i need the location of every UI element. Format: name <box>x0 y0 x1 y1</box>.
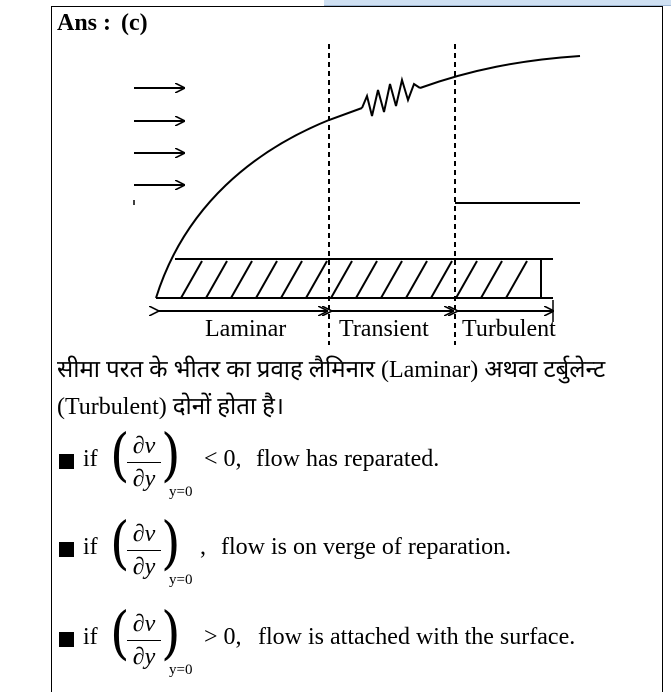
derivative-fraction <box>127 520 161 581</box>
denominator: ∂y <box>132 466 156 492</box>
condition-text: flow is on verge of reparation. <box>221 534 512 560</box>
condition-relation: < 0, <box>204 446 242 472</box>
boundary-layer-curve <box>156 108 362 298</box>
bullet-square-icon <box>59 454 74 469</box>
derivative-fraction <box>127 432 161 493</box>
condition-relation: > 0, <box>204 624 242 650</box>
condition-relation: , <box>200 534 206 560</box>
bullet-square-icon <box>59 632 74 647</box>
numerator: ∂v <box>132 521 156 547</box>
bullet-square-icon <box>59 542 74 557</box>
answer-option: (c) <box>121 10 148 36</box>
turbulent-label: Turbulent <box>462 316 556 342</box>
if-keyword: if <box>83 534 98 560</box>
right-paren: ) <box>161 599 181 667</box>
denominator: ∂y <box>132 554 156 580</box>
if-keyword: if <box>83 446 98 472</box>
subscript: y=0 <box>169 572 193 588</box>
numerator: ∂v <box>132 433 156 459</box>
laminar-label: Laminar <box>205 316 287 342</box>
subscript: y=0 <box>169 484 193 500</box>
subscript: y=0 <box>169 662 193 678</box>
transition-zigzag <box>362 80 420 116</box>
left-paren: ( <box>110 421 130 489</box>
transient-label: Transient <box>339 316 429 342</box>
condition-row <box>57 509 657 590</box>
answer-label: Ans : <box>57 10 112 36</box>
fraction-bar <box>127 640 161 641</box>
condition-row <box>57 421 657 502</box>
left-paren: ( <box>110 599 130 667</box>
condition-text: flow is attached with the surface. <box>258 624 576 650</box>
condition-row <box>57 599 657 680</box>
if-keyword: if <box>83 624 98 650</box>
right-paren: ) <box>161 421 181 489</box>
left-paren: ( <box>110 509 130 577</box>
free-stream-arrows <box>134 88 184 185</box>
turbulent-boundary-curve <box>420 56 580 88</box>
right-paren: ) <box>161 509 181 577</box>
denominator: ∂y <box>132 644 156 670</box>
flat-plate <box>156 259 553 298</box>
condition-text: flow has reparated. <box>256 446 440 472</box>
derivative-fraction <box>127 610 161 671</box>
fraction-bar <box>127 550 161 551</box>
explanation-paragraph: सीमा परत के भीतर का प्रवाह लैमिनार (Laminar) अथवा टर्बुलेन्ट (Turbulent) दोनों होता है। <box>57 357 606 420</box>
fraction-bar <box>127 462 161 463</box>
numerator: ∂v <box>132 611 156 637</box>
